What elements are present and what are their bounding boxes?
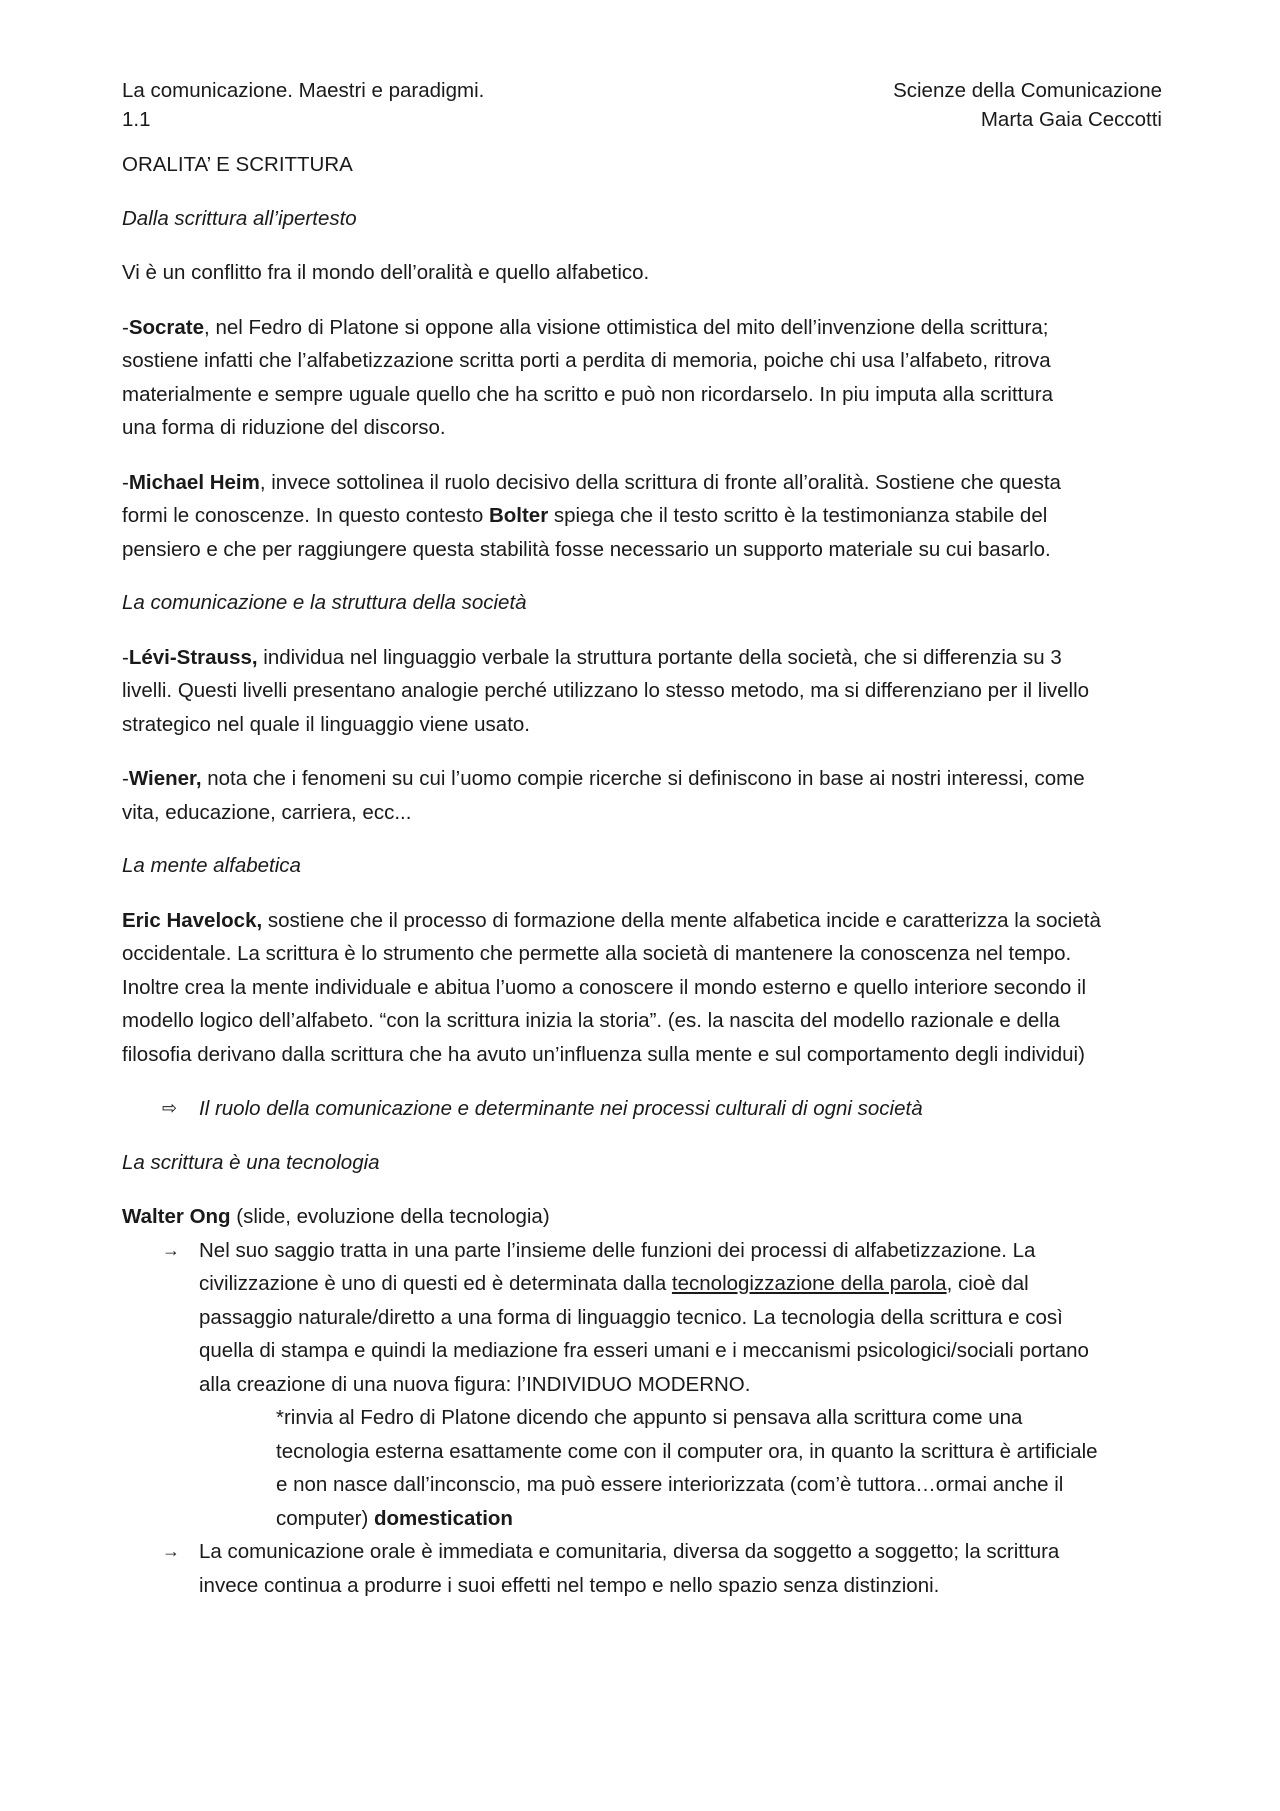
paragraph-intro: Vi è un conflitto fra il mondo dell’oralità e quello alfabetico. (122, 261, 650, 284)
subtitle-tecnologia: La scrittura è una tecnologia (122, 1150, 380, 1174)
name-ong: Walter Ong (122, 1205, 231, 1228)
header-right (893, 76, 1162, 134)
subtitle-ipertesto: Dalla scrittura all’ipertesto (122, 206, 357, 230)
underlined-term: tecnologizzazione della parola (671, 1272, 947, 1295)
text-line: strategico nel quale il linguaggio viene usato. (122, 712, 530, 736)
text-line: -Wiener, nota che i fenomeni su cui l’uomo compie ricerche si definiscono in base ai nostri interessi, come (122, 767, 1085, 790)
name-bolter: Bolter (488, 504, 549, 527)
name-havelock: Eric Havelock, (122, 908, 263, 932)
paragraph-wiener (122, 762, 1162, 829)
text-line: invece continua a produrre i suoi effetti nel tempo e nello spazio senza distinzioni. (199, 1573, 940, 1597)
arrow-right-icon: → (162, 1239, 180, 1260)
text-line (199, 1267, 1162, 1301)
degree-name: Scienze della Comunicazione (893, 79, 1162, 102)
hollow-arrow-icon: ⇨ (162, 1098, 178, 1118)
course-title: La comunicazione. Maestri e paradigmi. (122, 79, 485, 102)
paragraph-socrate (122, 311, 1162, 445)
text-line (122, 904, 1162, 938)
arrow-conclusion (122, 1092, 1162, 1126)
text-span: , cioè dal (946, 1272, 1029, 1295)
subtitle-struttura: La comunicazione e la struttura della società (122, 591, 527, 614)
name-levi-strauss: Lévi-Strauss, (128, 645, 258, 669)
text-line: materialmente e sempre uguale quello che ha scritto e può non ricordarselo. In piu imputa alla scrittura (122, 382, 1053, 406)
conclusion-text: Il ruolo della comunicazione e determinante nei processi culturali di ogni società (199, 1097, 923, 1120)
text-line: modello logico dell’alfabeto. “con la scrittura inizia la storia”. (es. la nascita del modello razionale e della (122, 1009, 1060, 1032)
text-line: La comunicazione orale è immediata e comunitaria, diversa da soggetto a soggetto; la scrittura (199, 1540, 1060, 1563)
page-title: ORALITA’ E SCRITTURA (122, 153, 353, 176)
header-left (122, 76, 484, 134)
text-line: vita, educazione, carriera, ecc... (122, 800, 412, 824)
text-span: individua nel linguaggio verbale la struttura portante della società, che si differenzia su 3 (257, 645, 1062, 669)
paragraph-levi-strauss (122, 641, 1162, 742)
text-span: , nel Fedro di Platone si oppone alla visione ottimistica del mito dell’invenzione della scrittura; (204, 315, 1049, 339)
text-span: civilizzazione è uno di questi ed è determinata dalla (199, 1272, 672, 1295)
author-name: Marta Gaia Ceccotti (980, 108, 1162, 131)
subtitle-mente-alfabetica: La mente alfabetica (122, 854, 301, 877)
footnote-block (199, 1401, 1162, 1535)
text-line: Inoltre crea la mente individuale e abitua l’uomo a conoscere il mondo esterno e quello interiore secondo il (122, 975, 1087, 999)
text-line (122, 499, 1162, 533)
text-line (276, 1502, 1162, 1536)
text-line: pensiero e che per raggiungere questa stabilità fosse necessario un supporto materiale su cui basarlo. (122, 537, 1051, 561)
text-line: -Michael Heim, invece sottolinea il ruolo decisivo della scrittura di fronte all’oralità. Sostiene che questa (122, 470, 1061, 494)
text-line: e non nasce dall’inconscio, ma può essere interiorizzata (com’è tuttora…ormai anche il (276, 1473, 1064, 1496)
name-wiener: Wiener, (128, 767, 202, 790)
document-page (122, 76, 1162, 1602)
paragraph-ong (122, 1200, 1162, 1234)
text-line: sostiene infatti che l’alfabetizzazione scritta porti a perdita di memoria, poiche chi usa l’alfabeto, ritrova (122, 349, 1051, 372)
paragraph-havelock (122, 904, 1162, 1072)
text-span: (slide, evoluzione della tecnologia) (230, 1205, 550, 1228)
text-span: , invece sottolinea il ruolo decisivo della scrittura di fronte all’oralità. Sostiene che questa (259, 470, 1061, 494)
text-span: spiega che il testo scritto è la testimonianza stabile del (548, 504, 1048, 527)
name-socrate: Socrate (128, 315, 205, 339)
bullet-item-2 (122, 1535, 1162, 1602)
text-span: computer) (276, 1506, 374, 1530)
text-span: nota che i fenomeni su cui l’uomo compie ricerche si definiscono in base ai nostri interessi, come (201, 767, 1085, 790)
text-line: una forma di riduzione del discorso. (122, 416, 446, 439)
text-line: livelli. Questi livelli presentano analogie perché utilizzano lo stesso metodo, ma si differenziano per il livello (122, 679, 1090, 702)
text-line: *rinvia al Fedro di Platone dicendo che appunto si pensava alla scrittura come una (276, 1406, 1023, 1429)
page-header (122, 76, 1162, 134)
paragraph-heim (122, 466, 1162, 567)
text-span: sostiene che il processo di formazione della mente alfabetica incide e caratterizza la società (262, 908, 1101, 932)
text-span: formi le conoscenze. In questo contesto (122, 504, 489, 527)
bullet-item-1 (122, 1234, 1162, 1536)
text-line: -Lévi-Strauss, individua nel linguaggio verbale la struttura portante della società, che si differenzia su 3 (122, 645, 1062, 669)
text-line: filosofia derivano dalla scrittura che ha avuto un’influenza sulla mente e sul comportamento degli individui) (122, 1042, 1085, 1066)
text-line: passaggio naturale/diretto a una forma di linguaggio tecnico. La tecnologia della scrittura e così (199, 1305, 1063, 1329)
text-line: alla creazione di una nuova figura: l’INDIVIDUO MODERNO. (199, 1372, 751, 1396)
text-line: -Socrate, nel Fedro di Platone si oppone alla visione ottimistica del mito dell’invenzione della scrittura; (122, 315, 1049, 339)
text-line: quella di stampa e quindi la mediazione fra esseri umani e i meccanismi psicologici/sociali portano (199, 1339, 1089, 1362)
arrow-right-icon: → (162, 1541, 180, 1561)
text-line: tecnologia esterna esattamente come con il computer ora, in quanto la scrittura è artificiale (276, 1439, 1098, 1463)
text-line: Nel suo saggio tratta in una parte l’insieme delle funzioni dei processi di alfabetizzazione. La (199, 1238, 1036, 1262)
text-line: occidentale. La scrittura è lo strumento che permette alla società di mantenere la conoscenza nel tempo. (122, 942, 1072, 965)
term-domestication: domestication (373, 1506, 513, 1530)
name-heim: Michael Heim (128, 470, 260, 494)
section-number: 1.1 (122, 108, 151, 131)
